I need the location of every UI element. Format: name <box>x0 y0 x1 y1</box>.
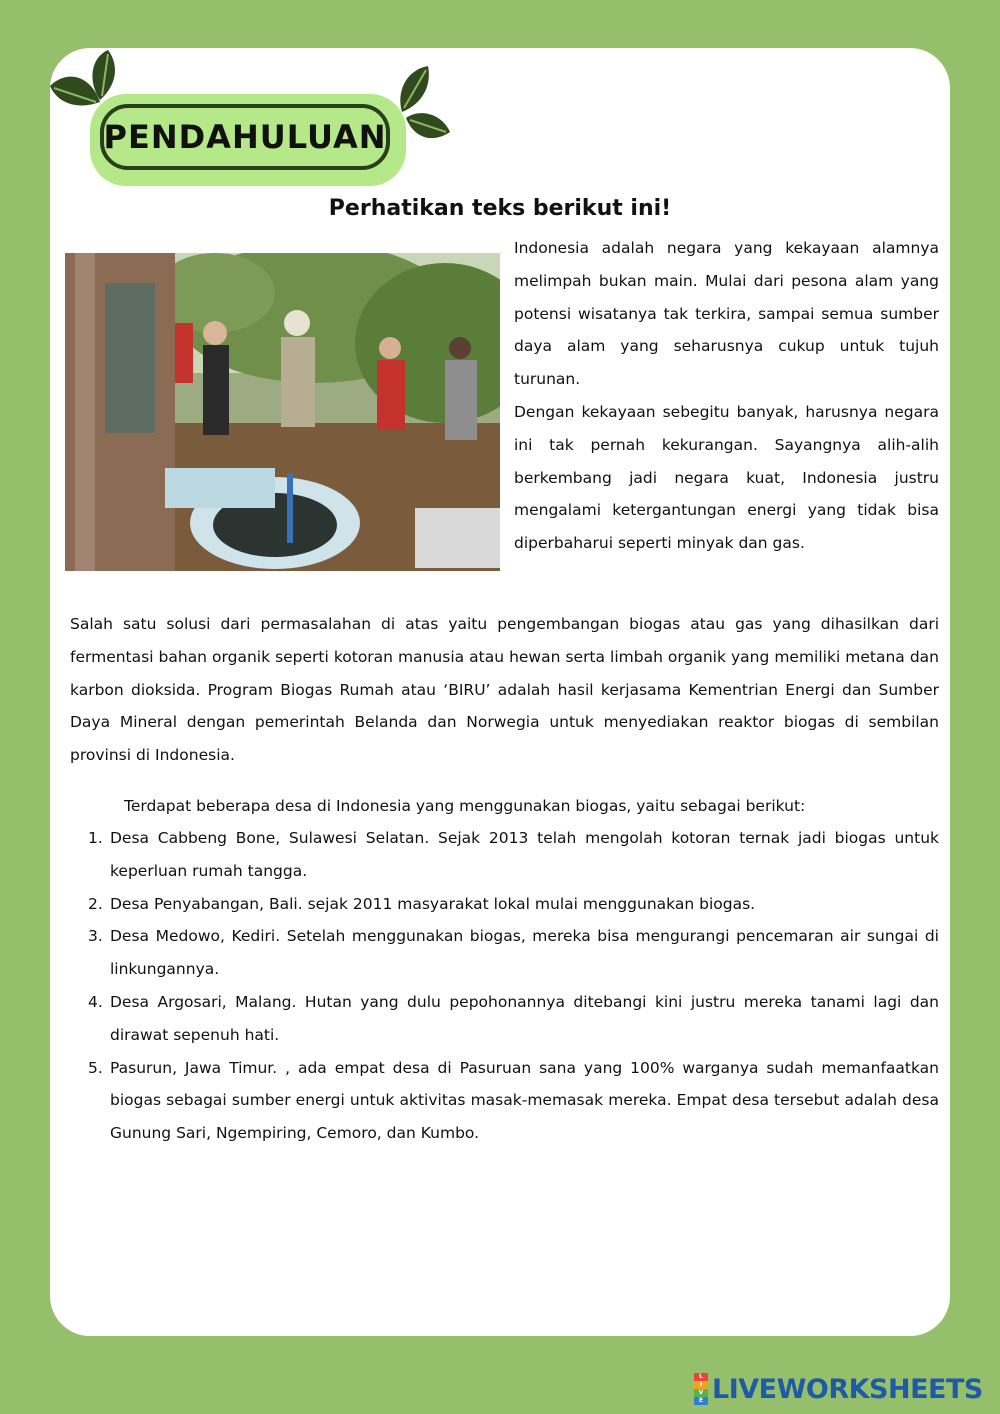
list-item: 1. Desa Cabbeng Bone, Sulawesi Selatan. Sejak 2013 telah mengolah kotoran ternak jadi biogas untuk keperluan rumah tangga. <box>88 829 939 880</box>
liveworksheets-logo-icon: L I V E <box>694 1373 708 1405</box>
list-item: 2. Desa Penyabangan, Bali. sejak 2011 masyarakat lokal mulai menggunakan biogas. <box>88 894 756 913</box>
liveworksheets-brand[interactable] <box>694 1374 983 1404</box>
list-item: 5. Pasurun, Jawa Timur. , ada empat desa di Pasuruan sana yang 100% warganya sudah memanfaatkan biogas sebagai sumber energi untuk aktivitas masak-memasak mereka. Empat desa tersebut adalah desa Gunung Sari, Ngempiring, Cemoro, dan Kumbo. <box>88 1058 939 1143</box>
village-list <box>88 822 939 1150</box>
list-item: 3. Desa Medowo, Kediri. Setelah menggunakan biogas, mereka bisa mengurangi pencemaran air sungai di linkungannya. <box>88 927 939 979</box>
brand-name: LIVEWORKSHEETS <box>712 1373 983 1405</box>
page-title: PENDAHULUAN <box>103 118 387 156</box>
title-frame <box>100 104 390 170</box>
intro-text <box>514 232 939 560</box>
biogas-photo <box>65 253 500 571</box>
list-item: 4. Desa Argosari, Malang. Hutan yang dulu pepohonannya ditebangi kini justru mereka tanami lagi dan dirawat sepenuh hati. <box>88 992 939 1044</box>
intro-paragraph-2: Dengan kekayaan sebegitu banyak, harusnya negara ini tak pernah kekurangan. Sayangnya alih-alih berkembang jadi negara kuat, Indonesia justru mengalami ketergantungan energi yang tidak bisa diperbaharui seperti minyak dan gas. <box>514 402 939 553</box>
solution-paragraph: Salah satu solusi dari permasalahan di atas yaitu pengembangan biogas atau gas yang dihasilkan dari fermentasi bahan organik seperti kotoran manusia atau hewan serta limbah organik yang memiliki metana dan karbon dioksida. Program Biogas Rumah atau ‘BIRU’ adalah hasil kerjasama Kementrian Energi dan Sumber Daya Mineral dengan pemerintah Belanda dan Norwegia untuk menyediakan reaktor biogas di sembilan provinsi di Indonesia. <box>70 615 939 765</box>
intro-paragraph-1: Indonesia adalah negara yang kekayaan alamnya melimpah bukan main. Mulai dari pesona alam yang potensi wisatanya tak terkira, sampai semua sumber daya alam yang seharusnya cukup untuk tujuh turunan. <box>514 239 939 389</box>
subtitle: Perhatikan teks berikut ini! <box>328 196 672 221</box>
list-intro: Terdapat beberapa desa di Indonesia yang menggunakan biogas, yaitu sebagai berikut: <box>124 797 806 815</box>
